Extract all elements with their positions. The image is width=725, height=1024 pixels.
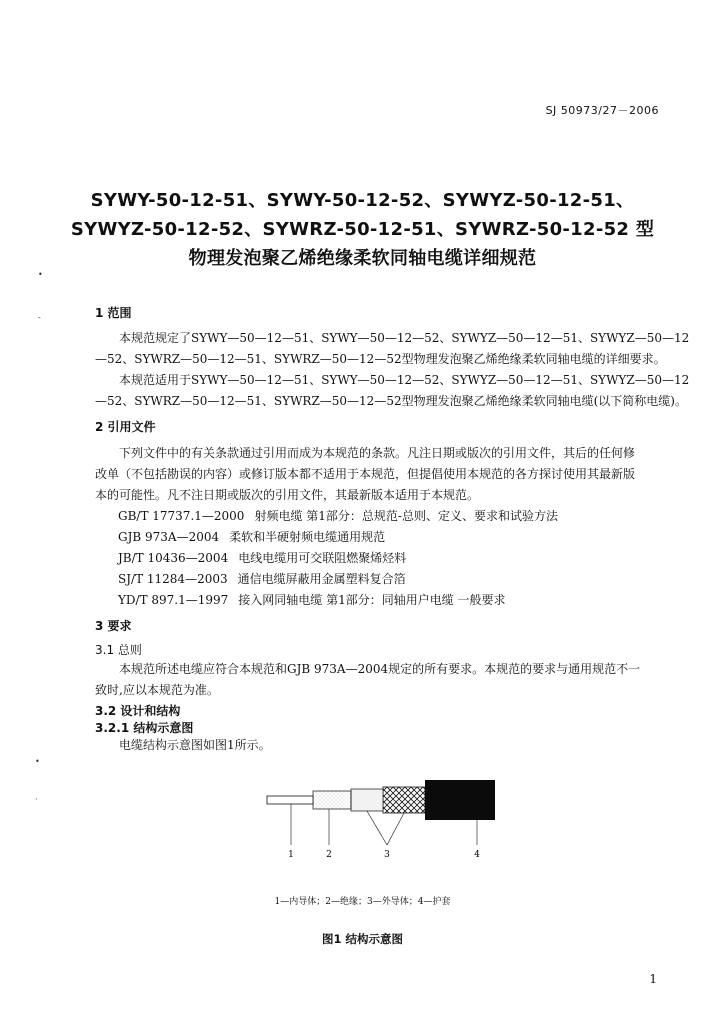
inner-conductor: [267, 796, 313, 804]
subsection-heading-diagram: 3.2.1 结构示意图: [95, 721, 194, 735]
title-line-2: SYWYZ-50-12-52、SYWRZ-50-12-51、SYWRZ-50-12-52 型: [70, 219, 655, 240]
reference-item: [118, 570, 406, 587]
general-paragraph: [95, 659, 655, 701]
reference-title: 柔软和半硬射频电缆通用规范: [229, 530, 386, 544]
scan-mark: •: [38, 270, 43, 279]
reference-item: [118, 549, 406, 566]
reference-code: SJ/T 11284—2003: [118, 572, 228, 586]
foil-layer: [351, 789, 383, 811]
title-line-1: SYWY-50-12-51、SYWY-50-12-52、SYWYZ-50-12-51、: [90, 190, 635, 211]
text-line: 本的可能性。凡不注日期或版次的引用文件，其最新版本适用于本规范。: [95, 488, 480, 502]
text-line: 改单（不包括勘误的内容）或修订版本都不适用于本规范，但提倡使用本规范的各方探讨使用其最新版: [95, 467, 636, 481]
text-line: 致时,应以本规范为准。: [95, 683, 219, 697]
label-1: 1: [288, 850, 294, 860]
text-line: 本规范适用于SYWY—50—12—51、SYWY—50—12—52、SYWYZ—50—12—51、SYWYZ—50—12: [119, 373, 690, 387]
figure-legend: 1—内导体；2—绝缘；3—外导体；4—护套: [274, 897, 451, 907]
reference-title: 接入网同轴电缆 第1部分：同轴用户电缆 一般要求: [238, 593, 506, 607]
scan-mark: •: [35, 757, 40, 766]
label-3: 3: [384, 850, 390, 860]
figure-title: 图1 结构示意图: [321, 932, 403, 946]
document-code: SJ 50973/27－2006: [545, 104, 659, 117]
scope-paragraph-1: [95, 328, 690, 370]
title-line-3: 物理发泡聚乙烯绝缘柔软同轴电缆详细规范: [188, 248, 537, 269]
text-line: 本规范规定了SYWY—50—12—51、SYWY—50—12—52、SYWYZ—50—12—51、SYWYZ—50—12: [119, 331, 690, 345]
reference-code: GJB 973A—2004: [118, 530, 220, 544]
text-line: 下列文件中的有关条款通过引用而成为本规范的条款。凡注日期或版次的引用文件，其后的任何修: [119, 446, 636, 460]
label-4: 4: [474, 850, 480, 860]
scope-paragraph-2: [95, 370, 690, 412]
section-heading-references: 2 引用文件: [95, 420, 156, 434]
reference-title: 电线电缆用可交联阻燃聚烯烃料: [238, 551, 407, 565]
reference-item: [118, 528, 385, 545]
leader-line-3a: [367, 811, 387, 845]
reference-title: 射频电缆 第1部分：总规范-总则、定义、要求和试验方法: [254, 509, 558, 523]
label-2: 2: [326, 850, 332, 860]
text-line: —52、SYWRZ—50—12—51、SYWRZ—50—12—52型物理发泡聚乙烯绝缘柔软同轴电缆的详细要求。: [95, 352, 666, 366]
section-heading-requirements: 3 要求: [95, 619, 132, 633]
page-number: 1: [649, 972, 657, 986]
insulation-layer: [313, 791, 351, 809]
subsection-heading-general: 3.1 总则: [95, 643, 142, 657]
reference-title: 通信电缆屏蔽用金属塑料复合箔: [237, 572, 406, 586]
subsection-heading-design: 3.2 设计和结构: [95, 704, 181, 718]
reference-item: [118, 591, 506, 608]
reference-code: GB/T 17737.1—2000: [118, 509, 245, 523]
diagram-intro-text: 电缆结构示意图如图1所示。: [119, 738, 271, 752]
cable-structure-diagram: [255, 775, 515, 865]
references-paragraph: [95, 443, 655, 506]
section-heading-scope: 1 范围: [95, 306, 132, 320]
leader-line-3b: [387, 813, 404, 845]
reference-item: [118, 507, 558, 524]
scan-mark: ·: [35, 795, 38, 804]
jacket-layer: [425, 780, 495, 820]
scan-mark: -: [38, 313, 41, 322]
braid-pattern: [383, 787, 425, 813]
reference-code: YD/T 897.1—1997: [118, 593, 229, 607]
text-line: —52、SYWRZ—50—12—51、SYWRZ—50—12—52型物理发泡聚乙烯绝缘柔软同轴电缆(以下简称电缆)。: [95, 394, 687, 408]
text-line: 本规范所述电缆应符合本规范和GJB 973A—2004规定的所有要求。本规范的要求与通用规范不一: [119, 662, 641, 676]
reference-code: JB/T 10436—2004: [118, 551, 229, 565]
